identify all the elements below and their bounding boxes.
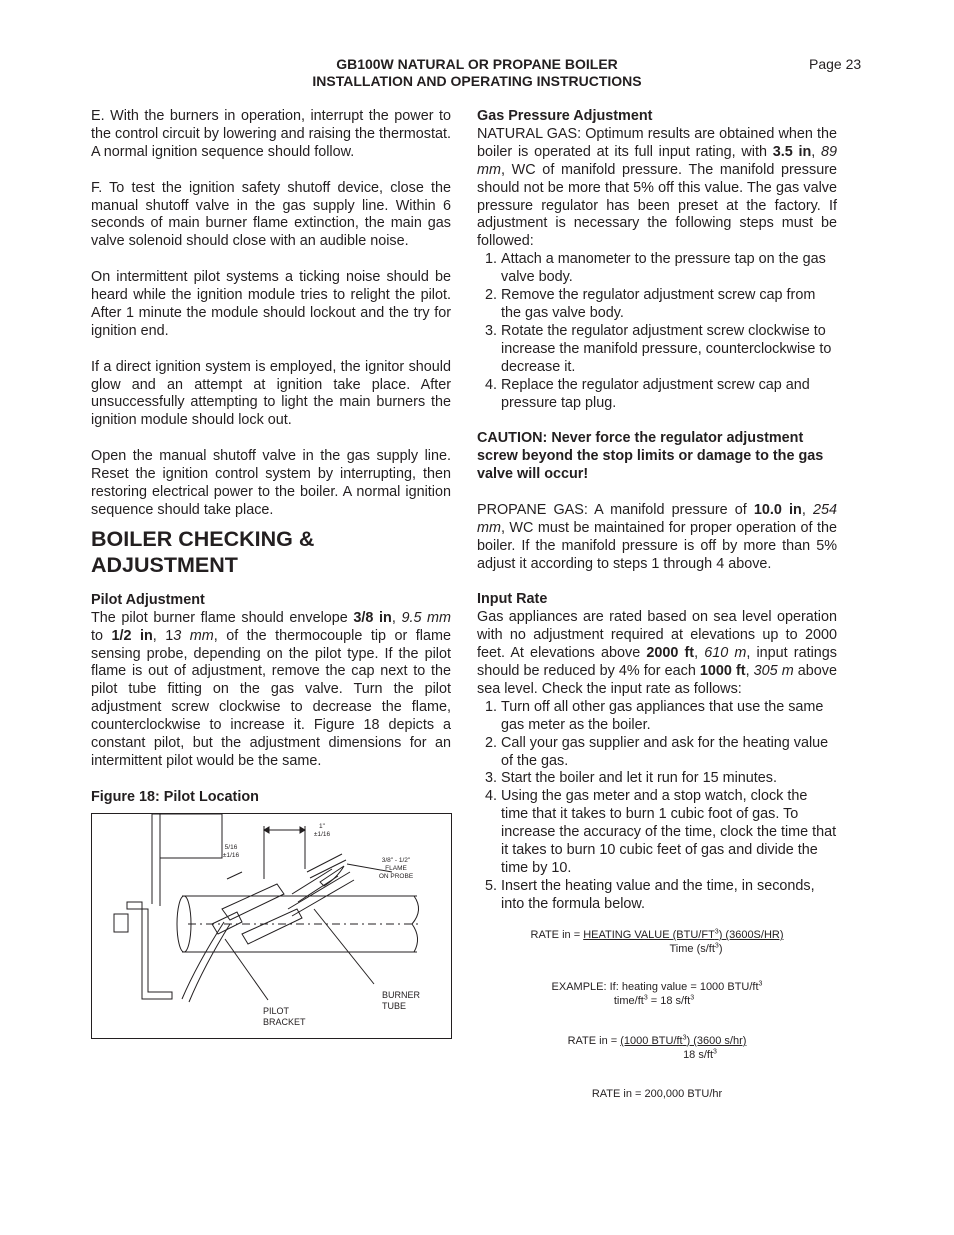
flame-on-probe-label: 3/8" - 1/2" FLAME ON PROBE — [378, 856, 414, 880]
list-item: 1. Attach a manometer to the pressure tap on the gas valve body. — [485, 251, 826, 286]
pilot-flame — [307, 854, 346, 878]
list-item: 4. Using the gas meter and a stop watch, clock the time that it takes to burn 1 cubic foot of gas. To increase the accuracy of the time, clock the time that it takes to burn 10 cubic feet of gas and divide the time by 10. — [485, 788, 837, 877]
burner-tube-leader — [314, 909, 374, 984]
example-heating-value: EXAMPLE: If: heating value = 1000 BTU/$ft^3$ — [551, 980, 763, 993]
pilot-bracket-leader — [225, 939, 268, 1000]
rate-result: RATE in = 200,000 BTU/hr — [591, 1088, 723, 1100]
pilot-bracket-label: PILOT BRACKET — [263, 1005, 306, 1027]
dim-5-16-label: 5/16 ±1/16 — [222, 843, 240, 859]
pilot-hood — [242, 909, 302, 944]
left-column — [91, 108, 451, 1039]
header-title-line1: GB100W NATURAL OR PROPANE BOILER — [336, 56, 618, 72]
rate-formula-denominator: Time $(s/ft^3)$ — [669, 942, 723, 955]
pilot-adjustment-paragraph: The pilot burner flame should envelope 3/8 in, 9.5 mm to 1/2 in, 13 mm, of the thermocouple tip or flame sensing probe, depending on the pilot type. If the pilot flame is out of adjustment, remove the cap next to the pilot tube fitting on the gas valve. Turn the pilot adjustment screw clockwise to decrease the flame, counterclockwise to increase it. Figure 18 depicts a constant pilot, but the adjustment dimensions for an intermittent pilot would be the same. — [91, 609, 452, 769]
natural-gas-paragraph: NATURAL GAS: Optimum results are obtained when the boiler is operated at its full input rating, with 3.5 in, 89 mm, WC of manifold pressure. The manifold pressure should not be more that 5% off this value. The gas valve pressure regulator has been preset at the factory. If adjustment is necessary the following steps must be followed: — [477, 125, 838, 250]
input-rate-paragraph: Gas appliances are rated based on sea level operation with no adjustment required at elevations up to 2000 feet. At elevations above 2000 ft, 610 m, input ratings should be reduced by 4% for each 1000 ft, 305 m above sea level. Check the input rate as follows: — [477, 609, 837, 697]
paragraph-f: F. To test the ignition safety shutoff device, close the manual shutoff valve in the gas supply line. Within 6 seconds of main burner flame extinction, the main gas valve solenoid should close with an audible noise. — [91, 179, 451, 250]
pilot-location-figure — [91, 813, 452, 1039]
input-rate-heading: Input Rate — [477, 591, 548, 608]
pilot-adjustment-heading: Pilot Adjustment — [91, 591, 205, 608]
dim-1in-label: 1" ±1/16 — [313, 822, 331, 838]
thermocouple — [292, 869, 338, 902]
flame-probe-rod — [288, 872, 354, 916]
calc-denominator: 18 $s/ft^3$ — [683, 1048, 717, 1061]
paragraph-open-valve: Open the manual shutoff valve in the gas supply line. Reset the ignition control system by interrupting, then restoring electrical power to the boiler. A normal ignition sequence should take place. — [91, 448, 451, 518]
calc-numerator: RATE in = (1000 BTU/$ft^3$) (3600 s/hr) — [567, 1034, 747, 1047]
mount-bracket — [127, 902, 172, 999]
figure-caption: Figure 18: Pilot Location — [91, 788, 259, 805]
rate-formula-numerator: RATE in = HEATING VALUE $(BTU/FT^3)$ (3600S/HR) — [530, 928, 784, 941]
example-calculation — [477, 1034, 837, 1062]
dim-5-16-line — [227, 872, 242, 879]
caution-text: CAUTION: Never force the regulator adjustment screw beyond the stop limits or damage to the gas valve will occur! — [477, 430, 824, 483]
example-time: time/$ft^3 = 18$ $s/ft^3$ — [613, 994, 695, 1007]
paragraph-direct-ignition: If a direct ignition system is employed, the ignitor should glow and an attempt at ignition take place. After unsuccessfully attempting to light the main burners the ignition module should lock out. — [91, 358, 451, 429]
list-item: 2. Call your gas supplier and ask for the heating value of the gas. — [485, 734, 829, 769]
header-title-line2: INSTALLATION AND OPERATING INSTRUCTIONS — [312, 73, 642, 89]
list-item: 3. Start the boiler and let it run for 15 minutes. — [485, 770, 777, 787]
right-column — [477, 108, 837, 914]
list-item: 3. Rotate the regulator adjustment screw clockwise to increase the manifold pressure, counterclockwise to decrease it. — [485, 322, 832, 375]
gas-valve-body — [160, 814, 222, 858]
propane-gas-paragraph: PROPANE GAS: A manifold pressure of 10.0 in, 254 mm, WC must be maintained for proper operation of the boiler. If the manifold pressure is off by more than 5% adjust it according to steps 1 through 4 above. — [477, 501, 837, 572]
gas-pressure-heading: Gas Pressure Adjustment — [477, 108, 653, 124]
dim-extension-lines — [264, 826, 305, 879]
paragraph-e: E. With the burners in operation, interrupt the power to the control circuit by lowering and raising the thermostat. A normal ignition sequence should follow. — [91, 108, 451, 160]
page-number: Page 23 — [809, 56, 862, 72]
burner-tube-label: BURNER TUBE — [382, 989, 421, 1011]
rate-formula — [477, 928, 837, 956]
bracket-tab — [114, 914, 128, 932]
pilot-supply-tube — [182, 922, 230, 1002]
section-title: BOILER CHECKING & ADJUSTMENT — [91, 526, 315, 577]
input-rate-steps — [477, 699, 837, 914]
list-item: 1. Turn off all other gas appliances that use the same gas meter as the boiler. — [485, 698, 824, 733]
example-values — [477, 980, 837, 1008]
paragraph-intermittent-pilot: On intermittent pilot systems a ticking noise should be heard while the ignition module tries to relight the pilot. After 1 minute the module should lockout and the try for ignition end. — [91, 269, 451, 339]
list-item: 2. Remove the regulator adjustment screw cap from the gas valve body. — [485, 287, 816, 321]
gas-adjust-steps — [477, 251, 837, 412]
wall-plate — [152, 814, 160, 906]
list-item: 4. Replace the regulator adjustment screw cap and pressure tap plug. — [485, 376, 810, 411]
list-item: 5. Insert the heating value and the time, in seconds, into the formula below. — [485, 877, 815, 912]
